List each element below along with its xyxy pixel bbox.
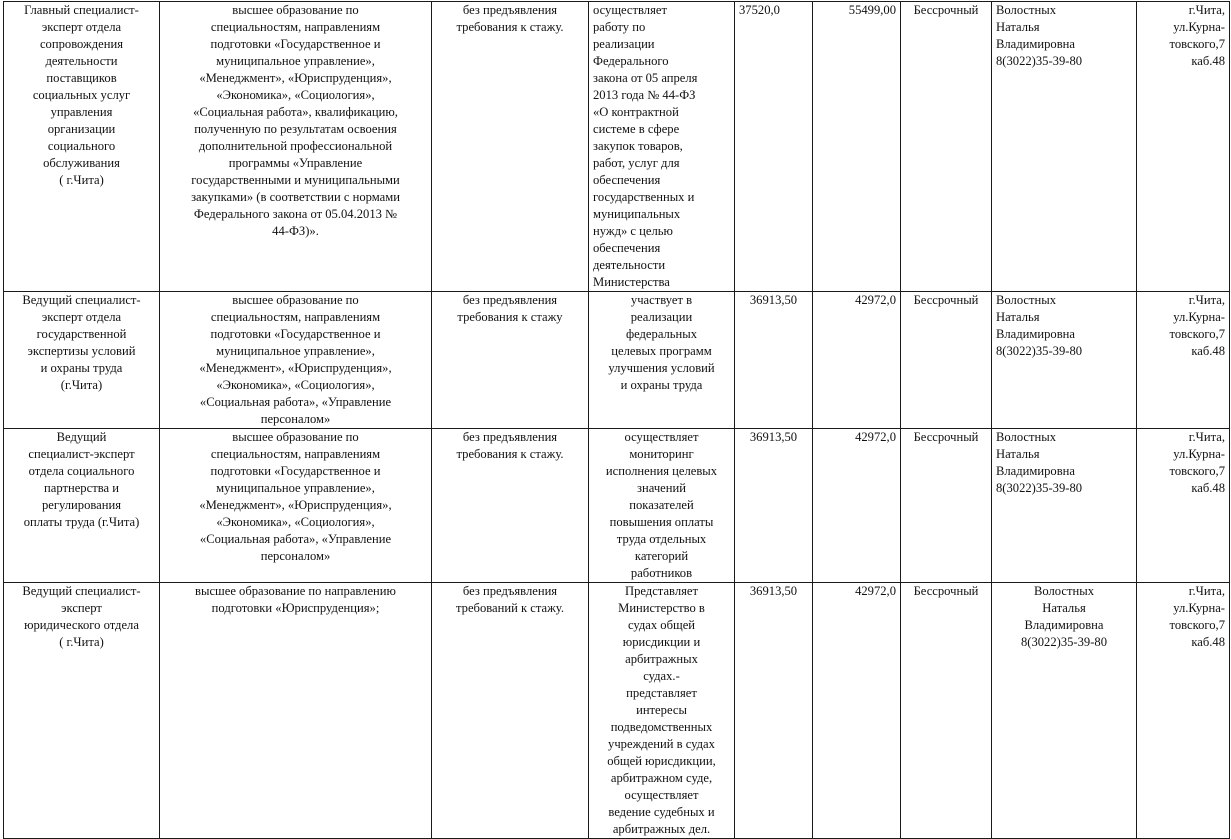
experience-cell: без предъявления требования к стажу (432, 292, 589, 429)
position-cell: Главный специалист- эксперт отдела сопровождения деятельности поставщиков социальных услуг управления организации социального обслуживания ( г.Чита) (4, 2, 160, 292)
duties-cell: осуществляет мониторинг исполнения целевых значений показателей повышения оплаты труда отдельных категорий работников (589, 429, 735, 583)
table-row (4, 292, 1230, 429)
contact-cell: Волостных Наталья Владимировна 8(3022)35-39-80 (992, 2, 1137, 292)
experience-cell: без предъявления требования к стажу. (432, 2, 589, 292)
education-cell: высшее образование по направлению подготовки «Юриспруденция»; (160, 583, 432, 839)
vacancy-table (3, 1, 1230, 839)
position-cell: Ведущий специалист- эксперт отдела государственной экспертизы условий и охраны труда (г.Чита) (4, 292, 160, 429)
position-cell: Ведущий специалист-эксперт отдела социального партнерства и регулирования оплаты труда (г.Чита) (4, 429, 160, 583)
salary-max-cell: 42972,0 (813, 429, 901, 583)
table-row (4, 2, 1230, 292)
address-cell: г.Чита, ул.Курна- товского,7 каб.48 (1137, 583, 1230, 839)
table-row (4, 583, 1230, 839)
education-cell: высшее образование по специальностям, направлениям подготовки «Государственное и муниципальное управление», «Менеджмент», «Юриспруденция», «Экономика», «Социология», «Социальная работа», квалификацию, полученную по результатам освоения дополнительной профессиональной программы «Управление государственными и муниципальными закупками» (в соответствии с нормами Федерального закона от 05.04.2013 № 44-ФЗ)». (160, 2, 432, 292)
salary-max-cell: 55499,00 (813, 2, 901, 292)
salary-min-cell: 36913,50 (735, 583, 813, 839)
salary-max-cell: 42972,0 (813, 583, 901, 839)
salary-max-cell: 42972,0 (813, 292, 901, 429)
term-cell: Бессрочный (901, 2, 992, 292)
position-cell: Ведущий специалист- эксперт юридического отдела ( г.Чита) (4, 583, 160, 839)
experience-cell: без предъявления требования к стажу. (432, 429, 589, 583)
contact-cell: Волостных Наталья Владимировна 8(3022)35-39-80 (992, 292, 1137, 429)
duties-cell: участвует в реализации федеральных целевых программ улучшения условий и охраны труда (589, 292, 735, 429)
table-row (4, 429, 1230, 583)
salary-min-cell: 36913,50 (735, 429, 813, 583)
term-cell: Бессрочный (901, 429, 992, 583)
salary-min-cell: 37520,0 (735, 2, 813, 292)
education-cell: высшее образование по специальностям, направлениям подготовки «Государственное и муниципальное управление», «Менеджмент», «Юриспруденция», «Экономика», «Социология», «Социальная работа», «Управление персоналом» (160, 292, 432, 429)
education-cell: высшее образование по специальностям, направлениям подготовки «Государственное и муниципальное управление», «Менеджмент», «Юриспруденция», «Экономика», «Социология», «Социальная работа», «Управление персоналом» (160, 429, 432, 583)
contact-cell: Волостных Наталья Владимировна 8(3022)35-39-80 (992, 429, 1137, 583)
duties-cell: Представляет Министерство в судах общей юрисдикции и арбитражных судах.- представляет интересы подведомственных учреждений в судах общей юрисдикции, арбитражном суде, осуществляет ведение судебных и арбитражных дел. (589, 583, 735, 839)
term-cell: Бессрочный (901, 292, 992, 429)
experience-cell: без предъявления требований к стажу. (432, 583, 589, 839)
salary-min-cell: 36913,50 (735, 292, 813, 429)
address-cell: г.Чита, ул.Курна- товского,7 каб.48 (1137, 429, 1230, 583)
term-cell: Бессрочный (901, 583, 992, 839)
duties-cell: осуществляет работу по реализации Федерального закона от 05 апреля 2013 года № 44-ФЗ «О контрактной системе в сфере закупок товаров, работ, услуг для обеспечения государственных и муниципальных нужд» с целью обеспечения деятельности Министерства (589, 2, 735, 292)
contact-cell: Волостных Наталья Владимировна 8(3022)35-39-80 (992, 583, 1137, 839)
address-cell: г.Чита, ул.Курна- товского,7 каб.48 (1137, 2, 1230, 292)
address-cell: г.Чита, ул.Курна- товского,7 каб.48 (1137, 292, 1230, 429)
